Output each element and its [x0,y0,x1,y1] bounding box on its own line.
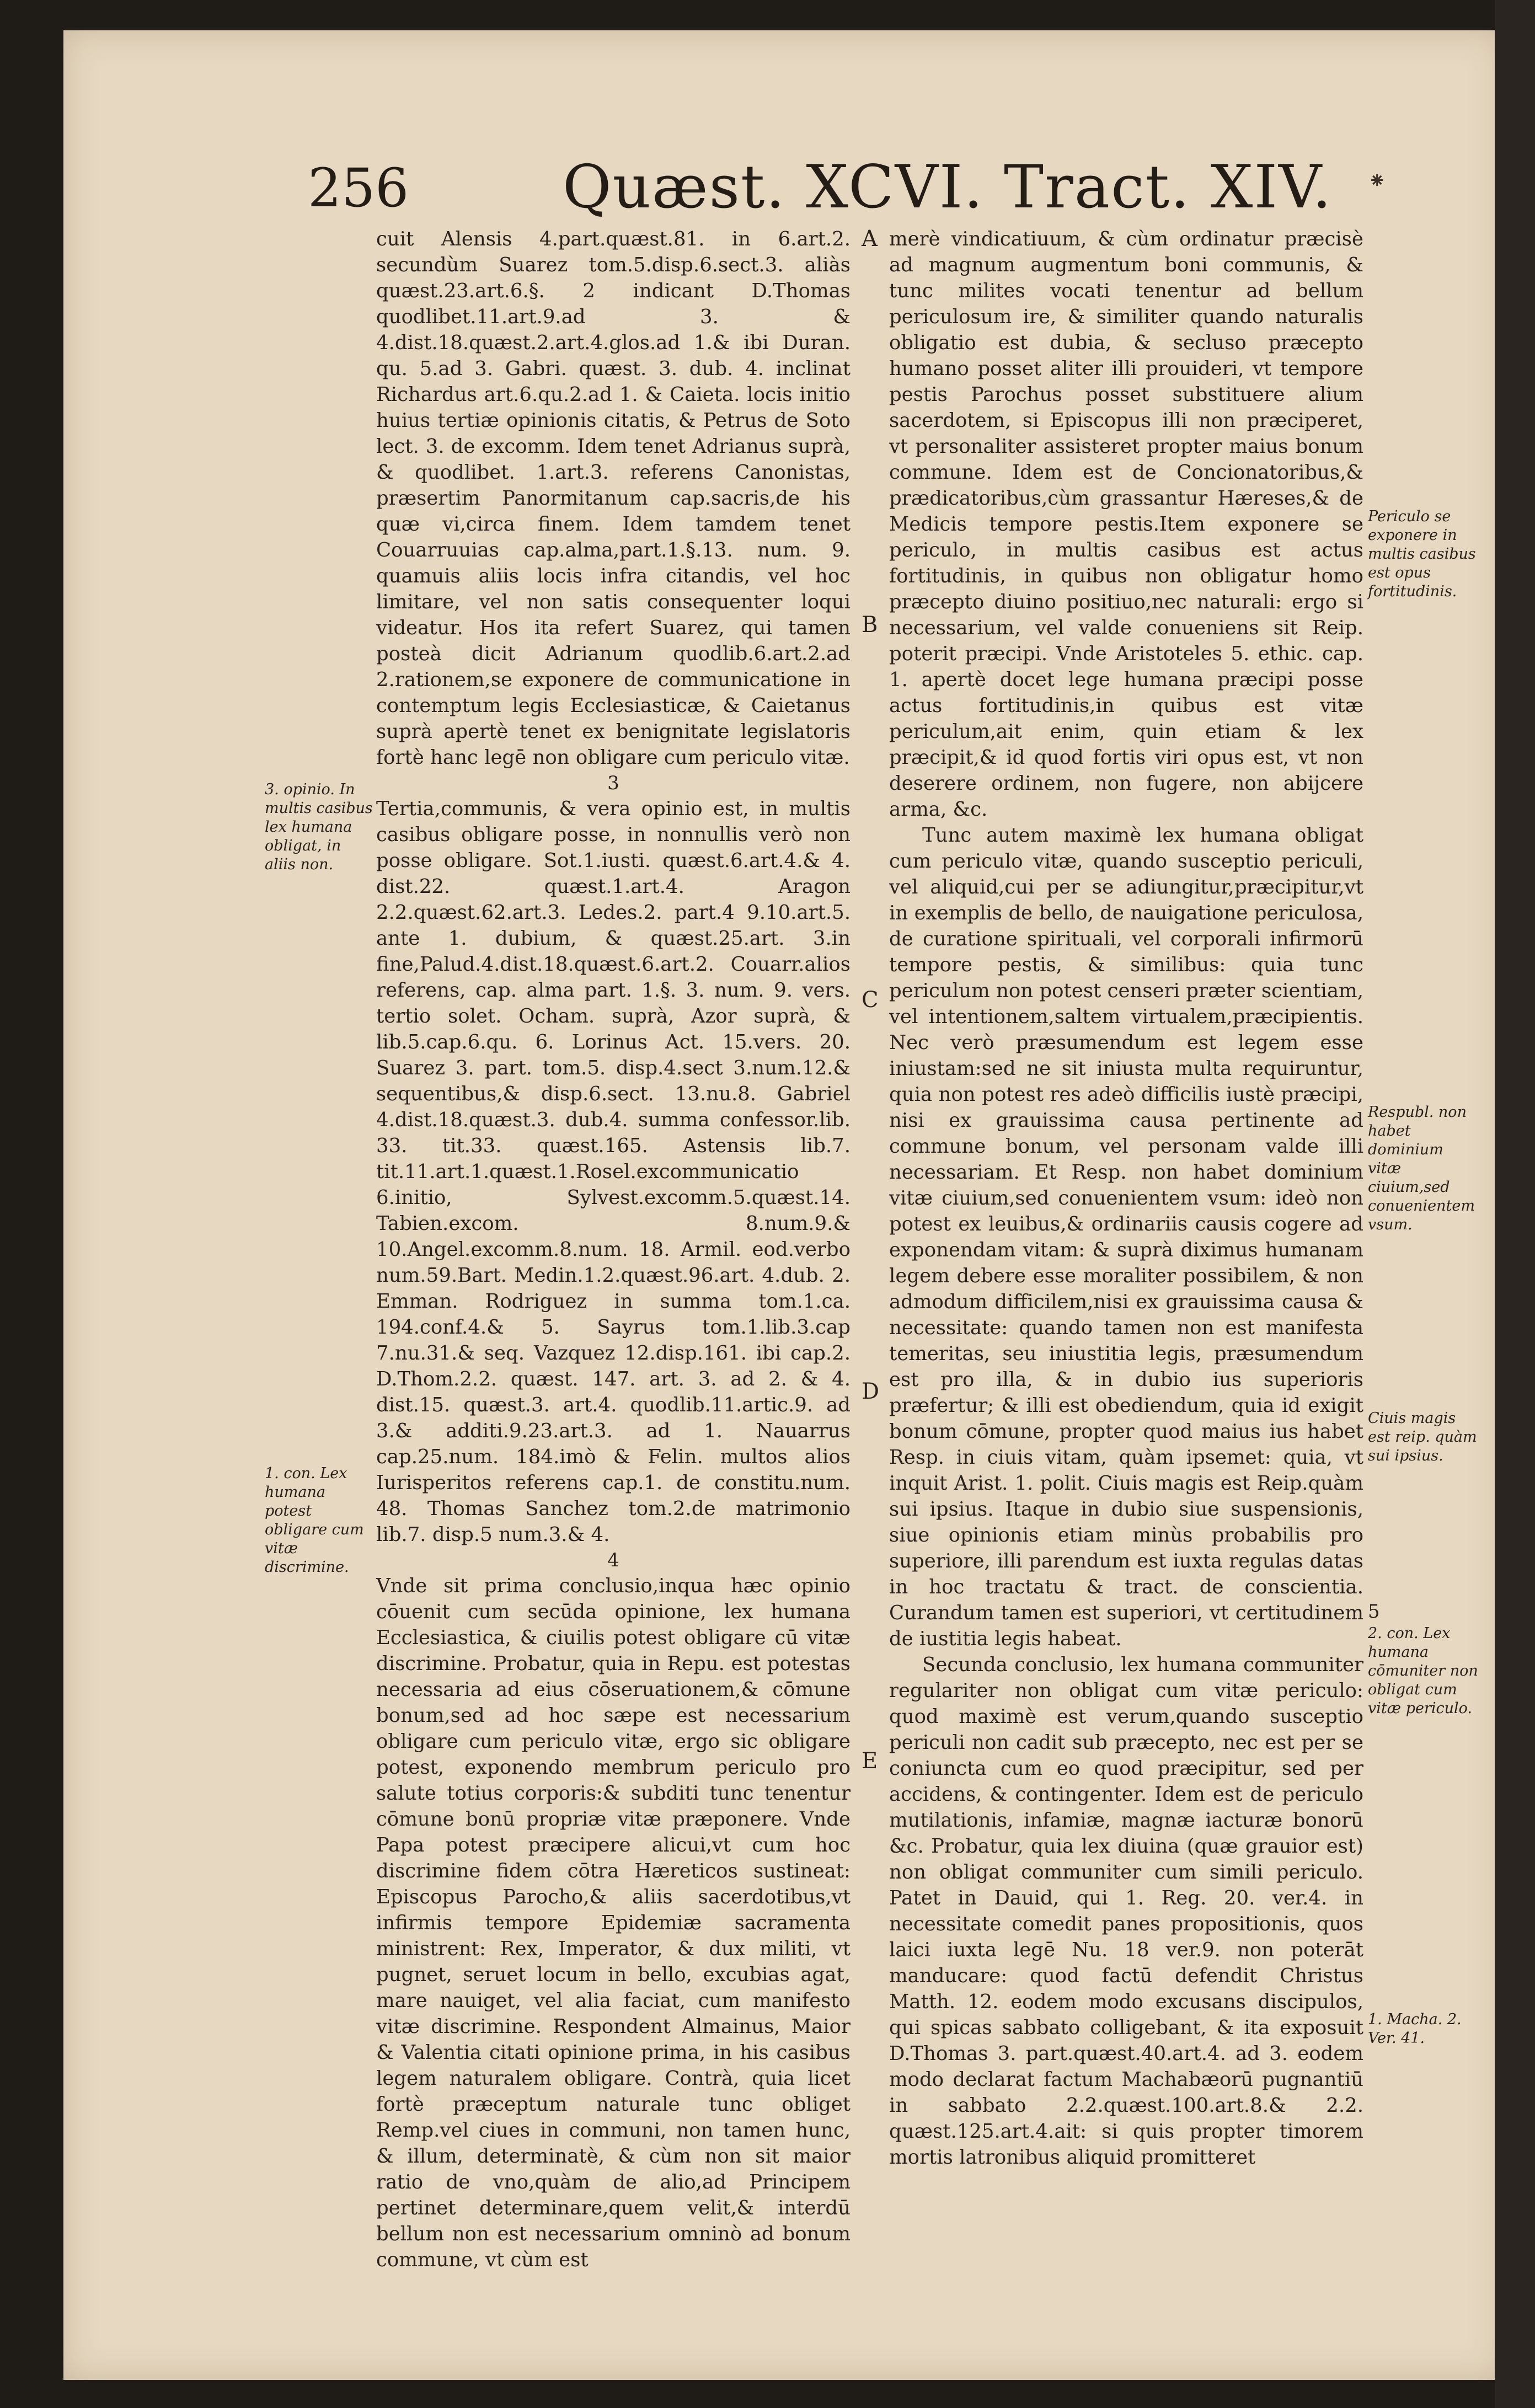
paragraph-number: 3 [607,772,619,794]
running-title: Quæst. XCVI. Tract. XIV. [563,153,1333,222]
paragraph: cuit Alensis 4.part.quæst.81. in 6.art.2. secundùm Suarez tom.5.disp.6.sect.3. aliàs quæst.23.art.6.§. 2 indicant D.Thomas quodlibet.11.art.9.ad 3. & 4.dist.18.quæst.2.art.4.glos.ad 1.& ibi Duran. qu. 5.ad 3. Gabri. quæst. 3. dub. 4. inclinat Richardus art.6.qu.2.ad 1. & Caieta. locis initio huius tertiæ opinionis citatis, & Petrus de Soto lect. 3. de excomm. Idem tenet Adrianus suprà, & quodlibet. 1.art.3. referens Canonistas, præsertim Panormitanum cap.sacris,de his quæ vi,circa finem. Idem tamdem tenet Couarruuias cap.alma,part.1.§.13. num. 9. quamuis aliis locis infra citandis, vel hoc limitare, vel non satis consequenter loqui videatur. Hos ita refert Suarez, qui tamen posteà dicit Adrianum quodlib.6.art.2.ad 2.rationem,se exponere de communicatione in contemptum legis Ecclesiasticæ, & Caietanus suprà apertè tenet ex benignitate legislatoris fortè hanc legē non obligare cum periculo vitæ. [376,228,851,769]
margin-note: Periculo se exponere in multis casibus est opus fortitudinis. [1368,508,1476,600]
right-column [889,226,1363,2170]
section-letter: E [862,1748,878,1774]
margin-note: Ciuis magis est reip. quàm sui ipsius. [1368,1410,1477,1464]
section-letter: C [862,987,879,1013]
left-column [376,226,851,2273]
margin-note: 3. opinio. In multis casibus lex humana obligat, in aliis non. [265,781,373,873]
paragraph: Tertia,communis, & vera opinio est, in multis casibus obligare posse, in nonnullis verò non posse obligare. Sot.1.iusti. quæst.6.art.4.& 4. dist.22. quæst.1.art.4. Aragon 2.2.quæst.62.art.3. Ledes.2. part.4 9.10.art.5. ante 1. dubium, & quæst.25.art. 3.in fine,Palud.4.dist.18.quæst.6.art.2. Couarr.alios referens, cap. alma part. 1.§. 3. num. 9. vers. tertio solet. Ocham. suprà, Azor suprà, & lib.5.cap.6.qu. 6. Lorinus Act. 15.vers. 20. Suarez 3. part. tom.5. disp.4.sect 3.num.12.& sequentibus,& disp.6.sect. 13.nu.8. Gabriel 4.dist.18.quæst.3. dub.4. summa confessor.lib. 33. tit.33. quæst.165. Astensis lib.7. tit.11.art.1.quæst.1.Rosel.excommunicatio 6.initio, Sylvest.excomm.5.quæst.14. Tabien.excom. 8.num.9.& 10.Angel.excomm.8.num. 18. Armil. eod.verbo num.59.Bart. Medin.1.2.quæst.96.art. 4.dub. 2. Emman. Rodriguez in summa tom.1.ca. 194.conf.4.& 5. Sayrus tom.1.lib.3.cap 7.nu.31.& seq. Vazquez 12.disp.161. ibi cap.2. D.Thom.2.2. quæst. 147. art. 3. ad 2. & 4. dist.15. quæst.3. art.4. quodlib.11.artic.9. ad 3.& additi.9.23.art.3. ad 1. Nauarrus cap.25.num. 184.imò & Felin. multos alios Iurisperitos referens cap.1. de constitu.num. 48. Thomas Sanchez tom.2.de matrimonio lib.7. disp.5 num.3.& 4. [376,798,851,1546]
margin-number: 5 [1368,1601,1380,1623]
section-letter: D [862,1379,880,1404]
paragraph: Vnde sit prima conclusio,inqua hæc opinio cōuenit cum secūda opinione, lex humana Ecclesiastica, & ciuilis potest obligare cū vitæ discrimine. Probatur, quia in Repu. est potestas necessaria ad eius cōseruationem,& cōmune bonum,sed ad hoc sæpe est necessarium obligare cum periculo vitæ, ergo sic obligare potest, exponendo membrum periculo pro salute totius corporis:& subditi tunc tenentur cōmune bonū propriæ vitæ præponere. Vnde Papa potest præcipere alicui,vt cum hoc discrimine fidem cōtra Hæreticos sustineat: Episcopus Parocho,& aliis sacerdotibus,vt infirmis tempore Epidemiæ sacramenta ministrent: Rex, Imperator, & dux militi, vt pugnet, seruet locum in bello, excubias agat, mare nauiget, vel alia faciat, cum manifesto vitæ discrimine. Respondent Almainus, Maior & Valentia citati opinione prima, in his casibus legem naturalem obligare. Contrà, quia licet fortè præceptum naturale tunc obliget Remp.vel ciues in communi, non tamen hunc, & illum, determinatè, & cùm non sit maior ratio de vno,quàm de alio,ad Principem pertinet determinare,quem velit,& interdū bellum non est necessarium omninò ad bonum commune, vt cùm est [376,1575,851,2271]
section-letter: A [862,226,878,251]
paragraph: merè vindicatiuum, & cùm ordinatur præcisè ad magnum augmentum boni communis, & tunc milites vocati tenentur ad bellum periculosum ire, & similiter quando naturalis obligatio est dubia, & secluso præcepto humano posset aliter illi prouideri, vt tempore pestis Parochus posset substituere alium sacerdotem, si Episcopus illi non præciperet, vt personaliter assisteret propter maius bonum commune. Idem est de Concionatoribus,& prædicatoribus,cùm grassantur Hæreses,& de Medicis tempore pestis.Item exponere se periculo, in multis casibus est actus fortitudinis, in quibus non obligatur homo præcepto diuino positiuo,nec naturali: ergo si necessarium, vel valde conueniens sit Reip. poterit præcipi. Vnde Aristoteles 5. ethic. cap. 1. apertè docet lege humana præcipi posse actus fortitudinis,in quibus est vitæ periculum,ait enim, quin etiam & lex præcipit,& id quod fortis viri opus est, vt non deserere ordinem, non fugere, non abijcere arma, &c. [889,228,1363,821]
dark-scan-border [1495,0,1535,2408]
section-letter: B [862,612,878,638]
page-number: 256 [308,157,409,219]
paragraph-number: 4 [607,1549,619,1571]
margin-note: Respubl. non habet dominium vitæ ciuium,sed conuenientem vsum. [1368,1104,1475,1233]
margin-note: 2. con. Lex humana cōmuniter non obligat cum vitæ periculo. [1368,1625,1478,1717]
ornament-mark: ⁕ [1368,168,1387,194]
paragraph: Tunc autem maximè lex humana obligat cum periculo vitæ, quando susceptio periculi, vel aliquid,cui per se adiungitur,præcipitur,vt in exemplis de bello, de nauigatione periculosa, de curatione spirituali, vel corporali infirmorū tempore pestis, & similibus: quia tunc periculum non potest censeri præter scientiam, vel intentionem,saltem virtualem,præcipientis. Nec verò præsumendum est legem esse iniustam:sed ne sit iniusta multa requiruntur, quia non potest res adeò difficilis iustè præcipi, nisi ex grauissima causa pertinente ad commune bonum, vel personam valde illi necessariam. Et Resp. non habet dominium vitæ ciuium,sed conuenientem vsum: ideò non potest ex leuibus,& ordinariis causis cogere ad exponendam vitam: & suprà diximus humanam legem debere esse moraliter possibilem, & non admodum difficilem,nisi ex grauissima causa & necessitate: quando tamen non est manifesta temeritas, seu iniustitia legis, præsumendum est pro illa, & in dubio ius superioris præfertur; & illi est obediendum, quia id exigit bonum cōmune, propter quod maius ius habet Resp. in ciuis vitam, quàm ipsemet: quia, vt inquit Arist. 1. polit. Ciuis magis est Reip.quàm sui ipsius. Itaque in dubio siue suspensionis, siue opinionis etiam minùs probabilis pro superiore, illi parendum est iuxta regulas datas in hoc tractatu & tract. de conscientia. Curandum tamen est superiori, vt certitudinem de iustitia legis habeat. [889,824,1363,1650]
page-header [0,153,1535,234]
margin-note: 1. con. Lex humana potest obligare cum vitæ discrimine. [265,1465,364,1576]
paragraph: Secunda conclusio, lex humana communiter regulariter non obligat cum vitæ periculo: quod maximè est verum,quando susceptio periculi non cadit sub præcepto, nec est per se coniuncta cum eo quod præcipitur, sed per accidens, & contingenter. Idem est de periculo mutilationis, infamiæ, magnæ iacturæ bonorū &c. Probatur, quia lex diuina (quæ grauior est) non obligat communiter cum simili periculo. Patet in Dauid, qui 1. Reg. 20. ver.4. in necessitate comedit panes propositionis, quos laici iuxta legē Nu. 18 ver.9. non poterāt manducare: quod factū defendit Christus Matth. 12. eodem modo excusans discipulos, qui spicas sabbato colligebant, & ita exposuit D.Thomas 3. part.quæst.40.art.4. ad 3. eodem modo declarat factum Machabæorū pugnantiū in sabbato 2.2.quæst.100.art.8.& 2.2. quæst.125.art.4.ait: si quis propter timorem mortis latronibus aliquid promitteret [889,1654,1363,2169]
margin-note: 1. Macha. 2. Ver. 41. [1368,2011,1462,2047]
